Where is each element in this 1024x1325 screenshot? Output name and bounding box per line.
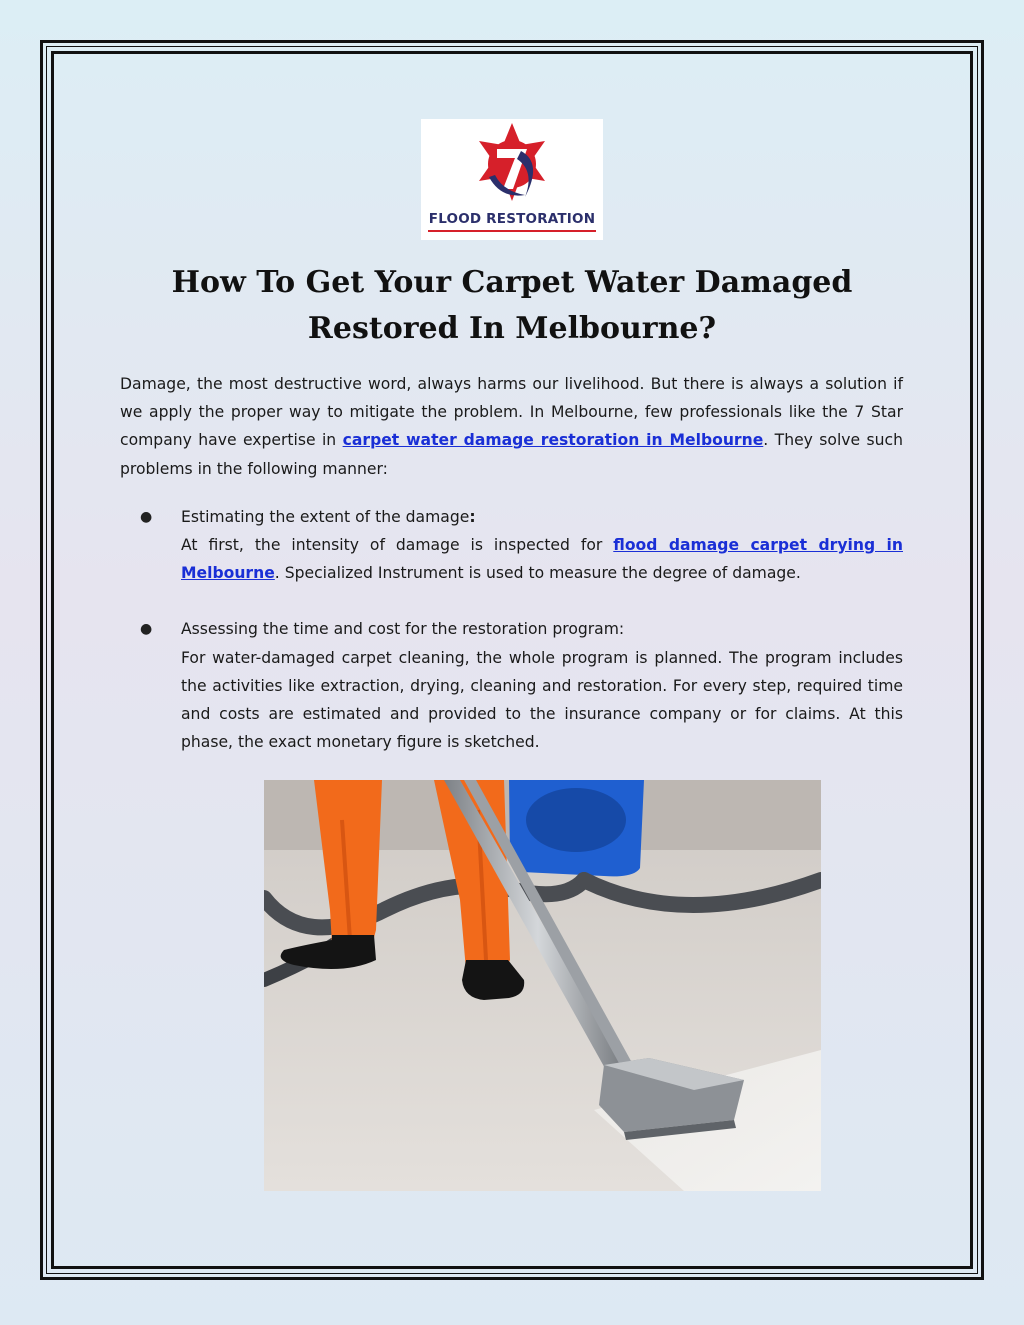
- step-title: Assessing the time and cost for the restoration program:: [181, 620, 625, 639]
- step-body: For water-damaged carpet cleaning, the whole program is planned. The program includes the activities like extraction, drying, cleaning and restoration. For every step, required time and costs are estimated and provided to the insurance company or for claims. At this phase, the exact monetary figure is sketched.: [181, 648, 903, 752]
- bullet-icon: ●: [140, 508, 153, 525]
- article-body: [120, 370, 903, 784]
- logo-underline: [428, 230, 596, 232]
- step-body: At first, the intensity of damage is inspected for flood damage carpet drying in Melbourne. Specialized Instrument is used to measure the degree of damage.: [181, 536, 903, 583]
- intro-paragraph: [120, 370, 903, 483]
- bullet-icon: ●: [140, 621, 153, 638]
- flood-drying-link[interactable]: flood damage carpet drying in Melbourne: [181, 536, 903, 583]
- carpet-photo-illustration: [264, 780, 821, 1191]
- intro-text-end: . They solve such problems in the following manner:: [120, 431, 903, 478]
- article-title: How To Get Your Carpet Water Damaged Restored In Melbourne?: [171, 265, 853, 346]
- list-item: [120, 615, 903, 756]
- flood-restoration-logo: [421, 119, 603, 240]
- carpet-cleaning-photo: [264, 780, 821, 1191]
- intro-text-start: Damage, the most destructive word, always harms our livelihood. But there is always a solution if we apply the proper way to mitigate the problem. In Melbourne, few professionals like the 7 Star company have expertise in: [120, 375, 903, 450]
- logo-wordmark: FLOOD RESTORATION: [428, 211, 596, 227]
- carpet-restoration-link[interactable]: carpet water damage restoration in Melbourne: [342, 431, 764, 450]
- step-title: Estimating the extent of the damage:: [181, 507, 476, 526]
- list-item: [120, 503, 903, 588]
- steps-list: [120, 503, 903, 757]
